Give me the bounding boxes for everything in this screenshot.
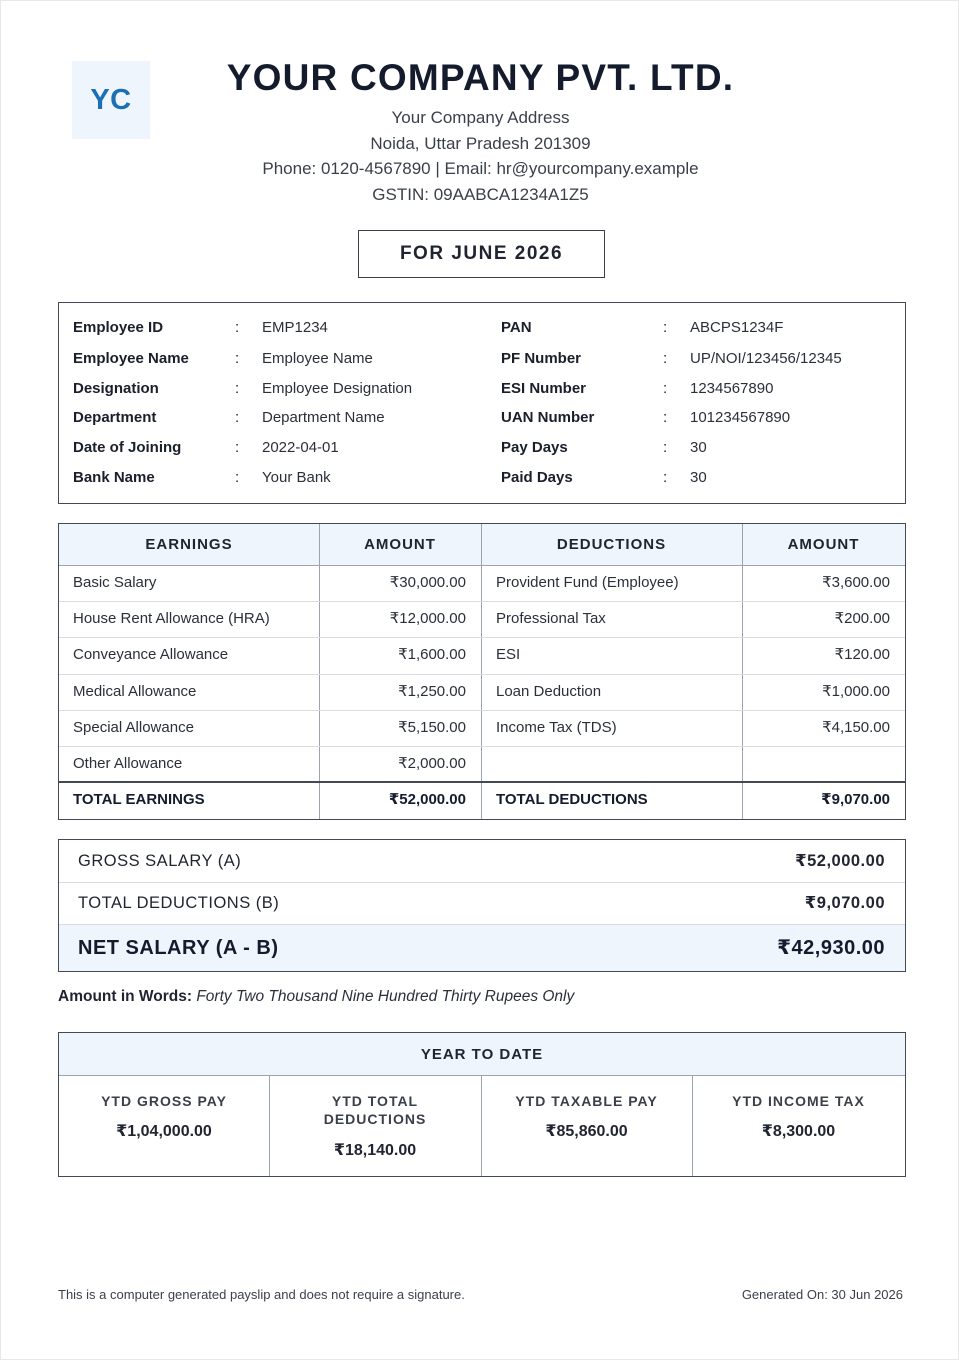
total-deductions-label: TOTAL DEDUCTIONS [496, 791, 648, 808]
net-salary-label: NET SALARY (A - B) [78, 937, 279, 959]
gross-salary-value: ₹52,000.00 [795, 852, 885, 870]
total-earnings-value: ₹52,000.00 [388, 791, 466, 808]
gstin-line: GSTIN: 09AABCA1234A1Z5 [372, 185, 589, 204]
field-value: EMP1234 [262, 319, 328, 336]
earning-amount: ₹12,000.00 [389, 610, 466, 627]
field-separator: : [663, 380, 668, 397]
field-value: Department Name [262, 409, 385, 426]
field-label: Designation [73, 380, 159, 397]
deductions-amount-header: AMOUNT [787, 536, 860, 553]
net-salary-row [59, 925, 905, 971]
employee-field-row [59, 318, 483, 338]
amount-in-words [58, 988, 574, 1006]
ytd-cell [269, 1076, 481, 1176]
employee-field-row [59, 349, 483, 369]
field-separator: : [235, 409, 240, 426]
earning-amount: ₹1,250.00 [398, 683, 466, 700]
earning-name: Medical Allowance [73, 683, 197, 700]
salary-summary [58, 839, 906, 972]
ytd-cell [481, 1076, 692, 1176]
year-to-date-table [58, 1032, 906, 1177]
deduction-amount [742, 746, 890, 782]
deduction-name: Loan Deduction [496, 683, 602, 700]
ytd-cell [59, 1076, 269, 1176]
employee-field-row [487, 379, 905, 399]
table-header [59, 524, 905, 566]
earning-name: House Rent Allowance (HRA) [73, 610, 270, 627]
field-separator: : [663, 469, 668, 486]
field-label: PAN [501, 319, 532, 336]
total-deductions-value: ₹9,070.00 [821, 791, 890, 808]
employee-field-row [59, 379, 483, 399]
field-separator: : [663, 409, 668, 426]
deduction-name: Professional Tax [496, 610, 606, 627]
field-value: 2022-04-01 [262, 439, 339, 456]
field-label: Employee Name [73, 350, 189, 367]
ytd-label: YTD TOTAL DEDUCTIONS [323, 1093, 427, 1127]
deductions-header: DEDUCTIONS [556, 536, 667, 553]
ytd-label: YTD GROSS PAY [101, 1093, 227, 1109]
deduction-amount: ₹1,000.00 [822, 683, 890, 700]
ytd-label: YTD TAXABLE PAY [515, 1093, 658, 1109]
field-value: Your Bank [262, 469, 331, 486]
ytd-value: ₹8,300.00 [761, 1123, 836, 1140]
field-separator: : [235, 319, 240, 336]
total-deductions-summary-label: TOTAL DEDUCTIONS (B) [78, 894, 280, 912]
net-salary-value: ₹42,930.00 [777, 937, 885, 959]
field-separator: : [663, 319, 668, 336]
field-value: 101234567890 [690, 409, 791, 426]
logo-text: YC [90, 83, 132, 116]
deduction-amount: ₹120.00 [834, 646, 890, 663]
deduction-amount: ₹3,600.00 [822, 574, 890, 591]
earnings-header: EARNINGS [145, 536, 233, 553]
deduction-name: Provident Fund (Employee) [496, 574, 679, 591]
earnings-deductions-table [58, 523, 906, 820]
employee-field-row [487, 408, 905, 428]
ytd-title: YEAR TO DATE [59, 1033, 905, 1076]
field-separator: : [663, 439, 668, 456]
employee-field-row [59, 408, 483, 428]
ytd-label: YTD INCOME TAX [732, 1093, 865, 1109]
total-deductions-summary-value: ₹9,070.00 [804, 894, 885, 912]
field-label: UAN Number [501, 409, 595, 426]
pay-period: FOR JUNE 2026 [358, 230, 605, 278]
ytd-value: ₹1,04,000.00 [116, 1123, 212, 1140]
field-separator: : [235, 380, 240, 397]
generated-date: Generated On: 30 Jun 2026 [741, 1287, 903, 1302]
field-label: Paid Days [501, 469, 573, 486]
address-line-2: Noida, Uttar Pradesh 201309 [370, 134, 591, 153]
address-line-1: Your Company Address [391, 108, 570, 127]
field-label: Date of Joining [73, 439, 182, 456]
employee-details [58, 302, 906, 504]
deduction-name: Income Tax (TDS) [496, 719, 617, 736]
deduction-amount: ₹4,150.00 [822, 719, 890, 736]
earnings-amount-header: AMOUNT [364, 536, 436, 553]
total-deductions-row [59, 883, 905, 924]
field-value: UP/NOI/123456/12345 [690, 350, 842, 367]
amount-in-words-label: Amount in Words: [58, 988, 193, 1005]
field-label: ESI Number [501, 380, 587, 397]
field-value: ABCPS1234F [690, 319, 784, 336]
employee-field-row [59, 468, 483, 488]
employee-field-row [487, 438, 905, 458]
gross-salary-row [59, 840, 905, 882]
employee-field-row [59, 438, 483, 458]
field-label: Bank Name [73, 469, 155, 486]
earning-name: Other Allowance [73, 755, 183, 772]
total-earnings-label: TOTAL EARNINGS [73, 791, 205, 808]
field-value: 1234567890 [690, 380, 774, 397]
amount-in-words-value: Forty Two Thousand Nine Hundred Thirty Rupees Only [196, 988, 575, 1005]
field-value: 30 [690, 469, 707, 486]
earning-name: Basic Salary [73, 574, 157, 591]
field-label: Employee ID [73, 319, 164, 336]
contact-line: Phone: 0120-4567890 | Email: hr@yourcompany.example [262, 159, 699, 178]
earning-amount: ₹2,000.00 [398, 755, 466, 772]
field-value: Employee Name [262, 350, 373, 367]
field-separator: : [235, 439, 240, 456]
ytd-cell [692, 1076, 905, 1176]
field-value: Employee Designation [262, 380, 413, 397]
earning-amount: ₹30,000.00 [389, 574, 466, 591]
footer-note: This is a computer generated payslip and does not require a signature. [58, 1287, 465, 1302]
field-separator: : [235, 350, 240, 367]
earning-name: Conveyance Allowance [73, 646, 229, 663]
field-separator: : [663, 350, 668, 367]
gross-salary-label: GROSS SALARY (A) [78, 852, 242, 870]
earning-amount: ₹5,150.00 [398, 719, 466, 736]
earning-amount: ₹1,600.00 [398, 646, 466, 663]
column-divider [481, 524, 482, 819]
deduction-name: ESI [496, 646, 521, 663]
field-label: Department [73, 409, 157, 426]
earning-name: Special Allowance [73, 719, 194, 736]
deduction-amount: ₹200.00 [834, 610, 890, 627]
employee-field-row [487, 318, 905, 338]
field-label: Pay Days [501, 439, 568, 456]
ytd-value: ₹18,140.00 [333, 1142, 417, 1159]
field-value: 30 [690, 439, 707, 456]
ytd-value: ₹85,860.00 [545, 1123, 628, 1140]
field-separator: : [235, 469, 240, 486]
employee-field-row [487, 349, 905, 369]
company-name: YOUR COMPANY PVT. LTD. [226, 57, 735, 98]
employee-field-row [487, 468, 905, 488]
field-label: PF Number [501, 350, 582, 367]
